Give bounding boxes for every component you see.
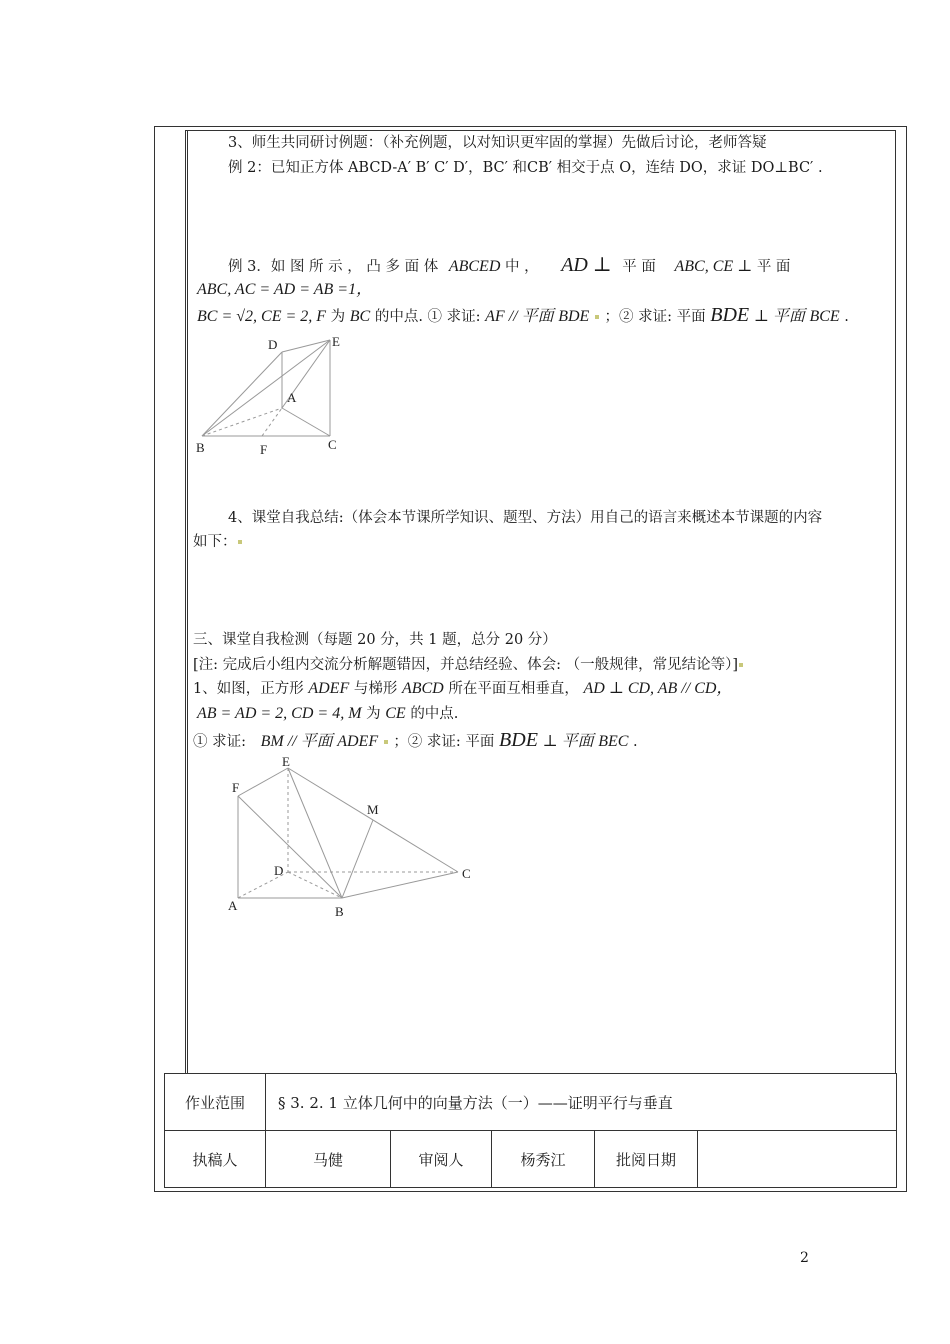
homework-value: § 3. 2. 1 立体几何中的向量方法（一）——证明平行与垂直 [266,1074,897,1131]
section4-line1: 4、课堂自我总结:（体会本节课所学知识、题型、方法）用自己的语言来概述本节课题的内容 [228,510,823,526]
label-b: B [196,440,205,455]
plane-bde: BDE [499,729,538,751]
label-d: D [268,337,278,352]
plane-adef: ADEF [337,733,379,750]
footer-table [164,1073,897,1188]
edge-eb [288,768,342,898]
q1-proof1: ① 求证: [193,734,246,750]
af-parallel: AF // 平面 [485,308,554,325]
label-c: C [328,437,337,452]
label-f: F [232,780,240,795]
edge-bc [342,872,458,898]
q1-midpoint: 的中点. [410,706,459,722]
reviewer-label: 审阅人 [391,1131,492,1188]
q1-perp-planes: 所在平面互相垂直， [448,681,579,697]
homework-row [165,1074,897,1131]
highlight-mark [384,740,388,744]
example3-zhong: 中 ， [504,259,539,275]
plane-word-1: 平 面 [622,259,656,275]
label-d: D [274,863,284,878]
plane-bde-2: BDE [710,304,750,326]
period: . [844,309,849,325]
plane-bec: BEC [598,733,629,750]
label-a: A [228,898,238,913]
edge-ab [202,408,282,436]
edge-bd [202,352,282,436]
q1-proof2: ；② 求证: 平面 [393,734,495,750]
q1-cond-perp-parallel: AD ⊥ CD, AB // CD， [583,680,733,697]
highlight-mark [739,663,743,667]
edge-fb [238,796,342,898]
frame-double-line [187,130,188,1074]
self-test-note [193,655,744,675]
label-m: M [367,802,379,817]
ad-perp: AD ⊥ [561,254,612,276]
plane-bde-1: BDE [558,308,590,325]
section3-heading: 3、师生共同研讨例题：（补充例题，以对知识更牢固的掌握）先做后讨论，老师答疑 [228,135,767,151]
highlight-mark [238,540,242,544]
author-value: 马健 [266,1131,391,1188]
date-value [698,1131,897,1188]
q1-intro: 1、如图，正方形 [193,681,304,697]
self-test-heading: 三、课堂自我检测（每题 20 分，共 1 题，总分 20 分） [193,632,557,648]
edge-ac [282,408,330,436]
label-b: B [335,904,344,919]
reviewer-value: 杨秀江 [492,1131,595,1188]
plane-word-2: 平 面 [756,259,791,275]
question1-line1 [193,679,732,699]
polyhedron-name: ABCED [448,258,501,275]
perp-plane-2: ⊥ 平面 [542,733,594,750]
midpoint-text: 的中点. ① 求证: [374,309,481,325]
edge-af [262,408,282,436]
condition-bc-ce: BC = √2, CE = 2, F [197,308,327,325]
author-label: 执稿人 [165,1131,266,1188]
square-adef: ADEF [308,680,350,697]
q1-trapezoid: 与梯形 [353,681,398,697]
segment-ce: CE [385,705,406,722]
staff-row [165,1131,897,1188]
page-number: 2 [800,1250,809,1266]
question1-line3 [193,730,638,752]
question1-line2 [197,704,458,724]
q1-period: . [633,734,638,750]
proof-part2: ；② 求证: 平面 [604,309,706,325]
homework-label: 作业范围 [165,1074,266,1131]
edge-db [288,872,342,898]
label-f: F [260,442,268,457]
plane-bce: BCE [809,308,840,325]
bm-parallel: BM // 平面 [260,733,333,750]
edge-bm [342,820,373,898]
perp-plane: ⊥ 平面 [753,308,805,325]
example3-lead: 例 3．如 图 所 示 ， 凸 多 面 体 [228,259,439,275]
abc-ce-perp: ABC, CE ⊥ [674,258,753,275]
example3-line3 [197,305,849,327]
q1-cond-lengths: AB = AD = 2, CD = 4, M [197,705,362,722]
label-e: E [282,754,290,769]
edge-be [202,340,330,436]
label-a: A [287,390,297,405]
label-c: C [462,866,471,881]
edge-fe [238,768,288,796]
example2-text: 例 2：已知正方体 ABCD-A′ B′ C′ D′，BC′ 和CB′ 相交于点 O，连结 DO，求证 DO⊥BC′ . [228,160,823,176]
condition-equalities: ABC, AC = AD = AB =1， [197,281,373,298]
section4-line2-text: 如下： [193,534,237,550]
trapezoid-abcd: ABCD [401,680,444,697]
self-test-note-text: [注: 完成后小组内交流分析解题错因，并总结经验、体会: （一般规律，常见结论等）] [193,657,739,673]
polyhedron-figure [190,330,350,460]
q1-wei: 为 [366,706,381,722]
section4-line2 [193,532,243,552]
square-trapezoid-figure [222,752,482,922]
example3-line1 [228,255,790,277]
example3-condition1 [197,280,372,300]
label-e: E [332,334,340,349]
highlight-mark [595,315,599,319]
segment-bc: BC [349,308,371,325]
wei-word: 为 [330,309,346,325]
date-label: 批阅日期 [595,1131,698,1188]
